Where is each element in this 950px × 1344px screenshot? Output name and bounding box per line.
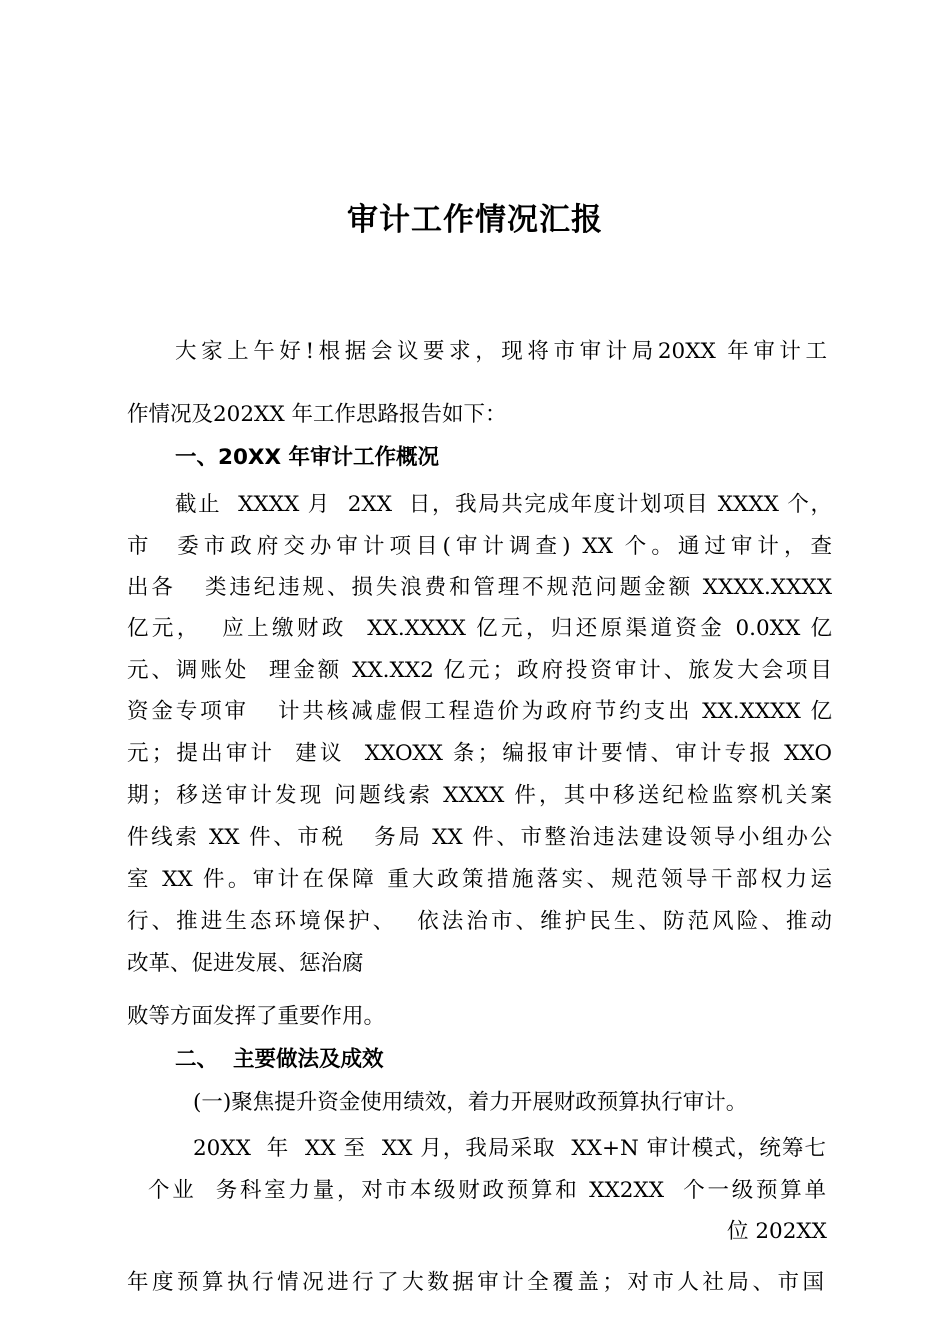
paragraph-line: 元；提出审计 建议 XXOXX 条；编报审计要情、审计专报 XXO — [127, 741, 832, 766]
section-heading: 一、20XX 年审计工作概况 — [175, 445, 440, 470]
paragraph-line: 出各 类违纪违规、损失浪费和管理不规范问题金额 XXXX.XXXX — [127, 575, 832, 600]
paragraph-line: 市 委市政府交办审计项目(审计调查) XX 个。通过审计，查 — [127, 534, 832, 559]
paragraph-line: 20XX 年 XX 至 XX 月，我局采取 XX+N 审计模式，统筹七 — [193, 1136, 826, 1161]
paragraph-line: 大家上午好!根据会议要求，现将市审计局20XX 年审计工 — [175, 339, 827, 364]
paragraph-line: 作情况及202XX 年工作思路报告如下： — [127, 402, 507, 427]
subsection-heading: (一)聚焦提升资金使用绩效，着力开展财政预算执行审计。 — [193, 1090, 748, 1115]
paragraph-line: 改革、促进发展、惩治腐 — [127, 951, 364, 976]
paragraph-line: 位 202XX — [727, 1219, 827, 1244]
paragraph-line: 资金专项审 计共核减虚假工程造价为政府节约支出 XX.XXXX 亿 — [127, 699, 832, 724]
paragraph-line: 件线索 XX 件、市税 务局 XX 件、市整治违法建设领导小组办公 — [127, 825, 832, 850]
paragraph-line: 亿元， 应上缴财政 XX.XXXX 亿元，归还原渠道资金 0.0XX 亿 — [127, 616, 832, 641]
paragraph-line: 室 XX 件。审计在保障 重大政策措施落实、规范领导干部权力运 — [127, 867, 832, 892]
paragraph-line: 期；移送审计发现 问题线索 XXXX 件，其中移送纪检监察机关案 — [127, 783, 832, 808]
paragraph-line: 败等方面发挥了重要作用。 — [127, 1004, 386, 1029]
paragraph-line: 元、调账处 理金额 XX.XX2 亿元；政府投资审计、旅发大会项目 — [127, 658, 832, 683]
document-title: 审计工作情况汇报 — [347, 202, 603, 238]
paragraph-line: 个业 务科室力量，对市本级财政预算和 XX2XX 个一级预算单 — [148, 1178, 826, 1203]
paragraph-line: 截止 XXXX 月 2XX 日，我局共完成年度计划项目 XXXX 个， — [175, 492, 832, 517]
paragraph-line: 年度预算执行情况进行了大数据审计全覆盖；对市人社局、市国 — [127, 1270, 824, 1295]
paragraph-line: 行、推进生态环境保护、 依法治市、维护民生、防范风险、推动 — [127, 909, 832, 934]
section-heading: 二、 主要做法及成效 — [175, 1047, 384, 1072]
